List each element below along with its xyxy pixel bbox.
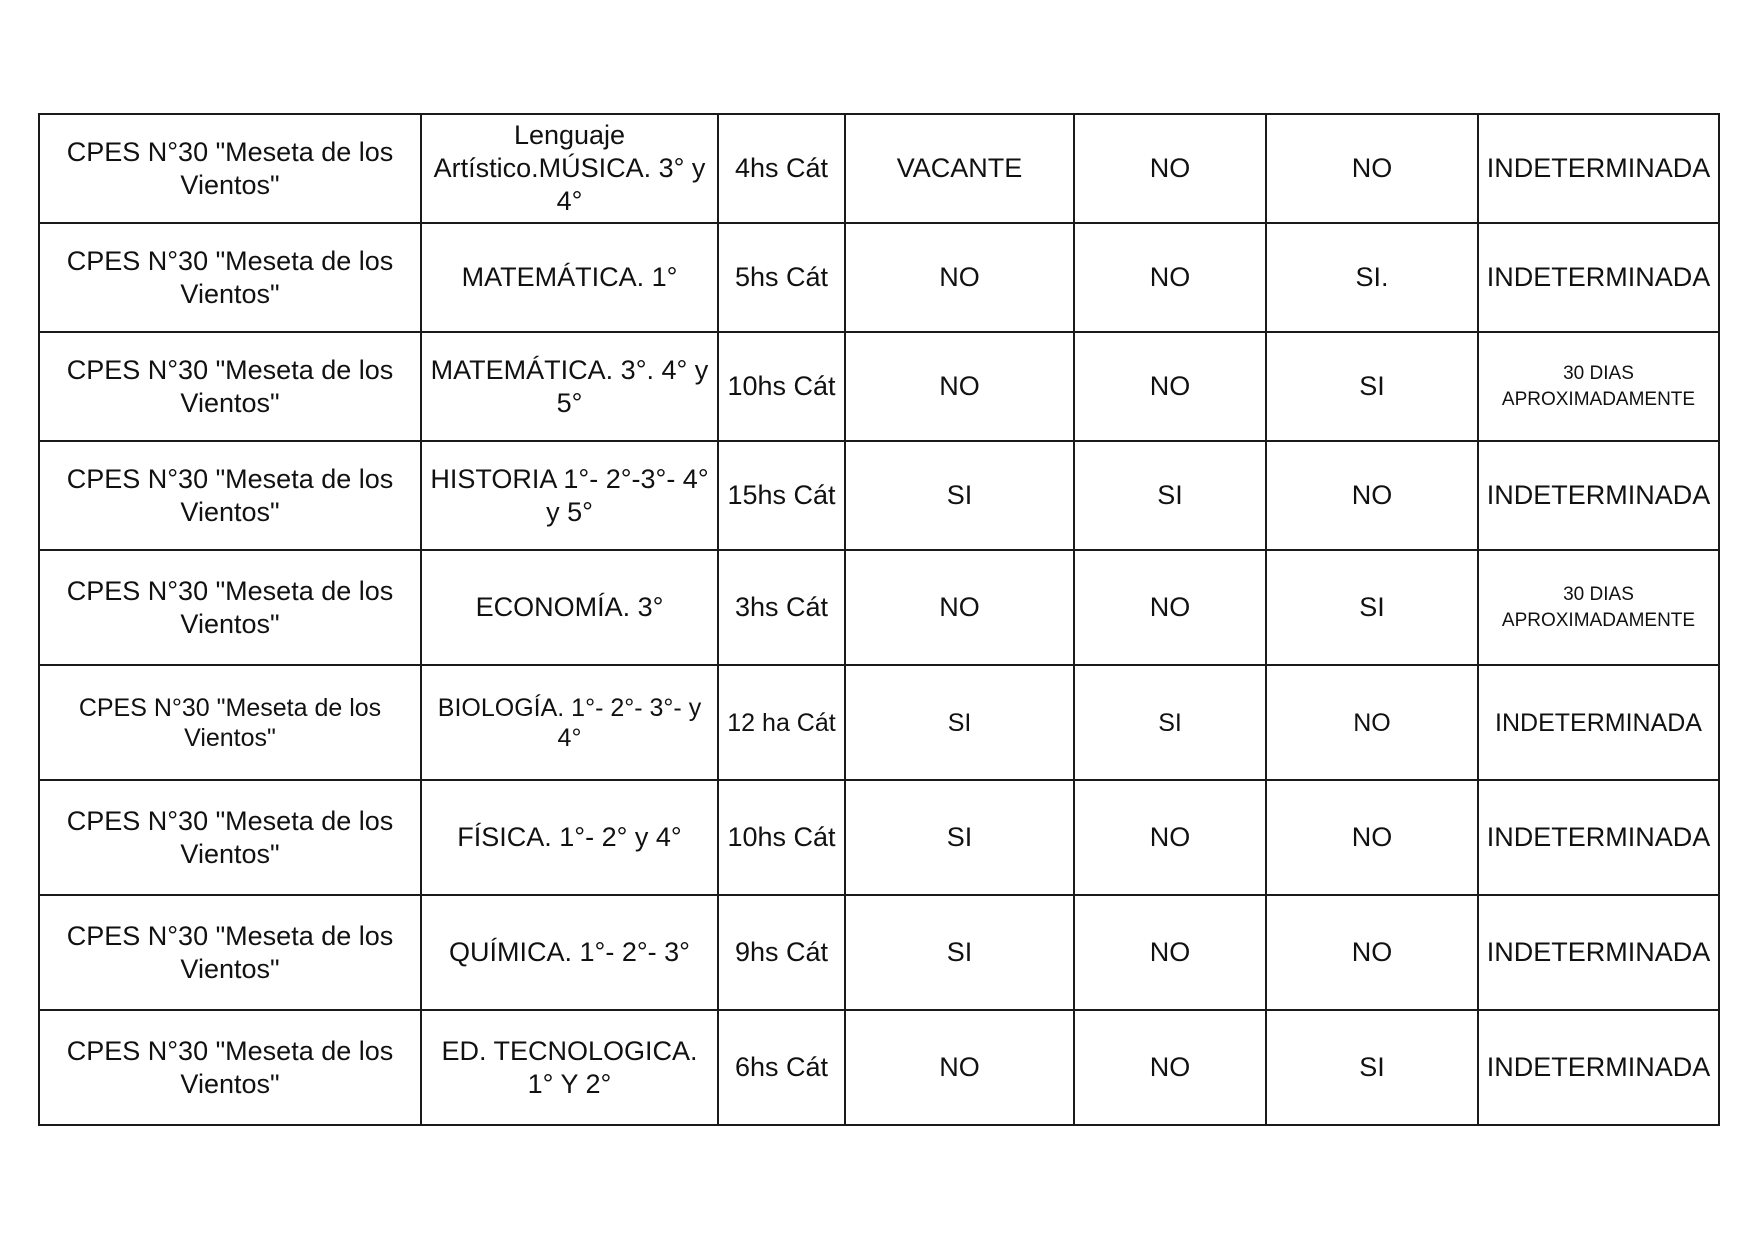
column-4-cell: SI <box>845 441 1074 550</box>
subject-cell: MATEMÁTICA. 1° <box>421 223 718 332</box>
table-row <box>39 1010 1719 1125</box>
column-5-cell: NO <box>1074 332 1266 441</box>
column-6-cell: SI. <box>1266 223 1478 332</box>
column-5-cell: NO <box>1074 895 1266 1010</box>
subject-cell: FÍSICA. 1°- 2° y 4° <box>421 780 718 895</box>
hours-cell: 10hs Cát <box>718 332 845 441</box>
column-5-cell: NO <box>1074 114 1266 223</box>
column-4-cell: SI <box>845 780 1074 895</box>
table-row <box>39 223 1719 332</box>
column-6-cell: SI <box>1266 550 1478 665</box>
duration-cell: INDETERMINADA <box>1478 441 1719 550</box>
subject-cell: ECONOMÍA. 3° <box>421 550 718 665</box>
hours-cell: 6hs Cát <box>718 1010 845 1125</box>
column-6-cell: SI <box>1266 332 1478 441</box>
column-6-cell: NO <box>1266 441 1478 550</box>
column-6-cell: NO <box>1266 665 1478 780</box>
table-row <box>39 780 1719 895</box>
hours-cell: 12 ha Cát <box>718 665 845 780</box>
hours-cell: 15hs Cát <box>718 441 845 550</box>
column-5-cell: NO <box>1074 550 1266 665</box>
duration-cell: INDETERMINADA <box>1478 1010 1719 1125</box>
column-4-cell: NO <box>845 1010 1074 1125</box>
column-4-cell: SI <box>845 895 1074 1010</box>
column-4-cell: NO <box>845 332 1074 441</box>
column-6-cell: SI <box>1266 1010 1478 1125</box>
duration-cell: INDETERMINADA <box>1478 780 1719 895</box>
duration-cell: INDETERMINADA <box>1478 665 1719 780</box>
school-cell: CPES N°30 "Meseta de los Vientos" <box>39 550 421 665</box>
table-row <box>39 332 1719 441</box>
vacancies-table <box>38 113 1720 1126</box>
table-row <box>39 665 1719 780</box>
duration-cell: 30 DIAS APROXIMADAMENTE <box>1478 550 1719 665</box>
column-4-cell: NO <box>845 550 1074 665</box>
column-5-cell: SI <box>1074 441 1266 550</box>
column-4-cell: NO <box>845 223 1074 332</box>
subject-cell: BIOLOGÍA. 1°- 2°- 3°- y 4° <box>421 665 718 780</box>
column-6-cell: NO <box>1266 114 1478 223</box>
hours-cell: 4hs Cát <box>718 114 845 223</box>
column-5-cell: NO <box>1074 1010 1266 1125</box>
table-row <box>39 114 1719 223</box>
school-cell: CPES N°30 "Meseta de los Vientos" <box>39 441 421 550</box>
subject-cell: QUÍMICA. 1°- 2°- 3° <box>421 895 718 1010</box>
table-row <box>39 441 1719 550</box>
column-5-cell: NO <box>1074 780 1266 895</box>
duration-cell: 30 DIAS APROXIMADAMENTE <box>1478 332 1719 441</box>
subject-cell: Lenguaje Artístico.MÚSICA. 3° y 4° <box>421 114 718 223</box>
column-6-cell: NO <box>1266 780 1478 895</box>
table-row <box>39 550 1719 665</box>
column-5-cell: SI <box>1074 665 1266 780</box>
column-5-cell: NO <box>1074 223 1266 332</box>
duration-cell: INDETERMINADA <box>1478 114 1719 223</box>
school-cell: CPES N°30 "Meseta de los Vientos" <box>39 114 421 223</box>
hours-cell: 5hs Cát <box>718 223 845 332</box>
duration-cell: INDETERMINADA <box>1478 223 1719 332</box>
subject-cell: MATEMÁTICA. 3°. 4° y 5° <box>421 332 718 441</box>
school-cell: CPES N°30 "Meseta de los Vientos" <box>39 895 421 1010</box>
hours-cell: 9hs Cát <box>718 895 845 1010</box>
column-4-cell: SI <box>845 665 1074 780</box>
school-cell: CPES N°30 "Meseta de los Vientos" <box>39 223 421 332</box>
document-page <box>38 113 1718 1126</box>
school-cell: CPES N°30 "Meseta de los Vientos" <box>39 665 421 780</box>
duration-cell: INDETERMINADA <box>1478 895 1719 1010</box>
subject-cell: ED. TECNOLOGICA. 1° Y 2° <box>421 1010 718 1125</box>
hours-cell: 3hs Cát <box>718 550 845 665</box>
school-cell: CPES N°30 "Meseta de los Vientos" <box>39 1010 421 1125</box>
hours-cell: 10hs Cát <box>718 780 845 895</box>
column-4-cell: VACANTE <box>845 114 1074 223</box>
subject-cell: HISTORIA 1°- 2°-3°- 4° y 5° <box>421 441 718 550</box>
column-6-cell: NO <box>1266 895 1478 1010</box>
table-row <box>39 895 1719 1010</box>
school-cell: CPES N°30 "Meseta de los Vientos" <box>39 332 421 441</box>
school-cell: CPES N°30 "Meseta de los Vientos" <box>39 780 421 895</box>
